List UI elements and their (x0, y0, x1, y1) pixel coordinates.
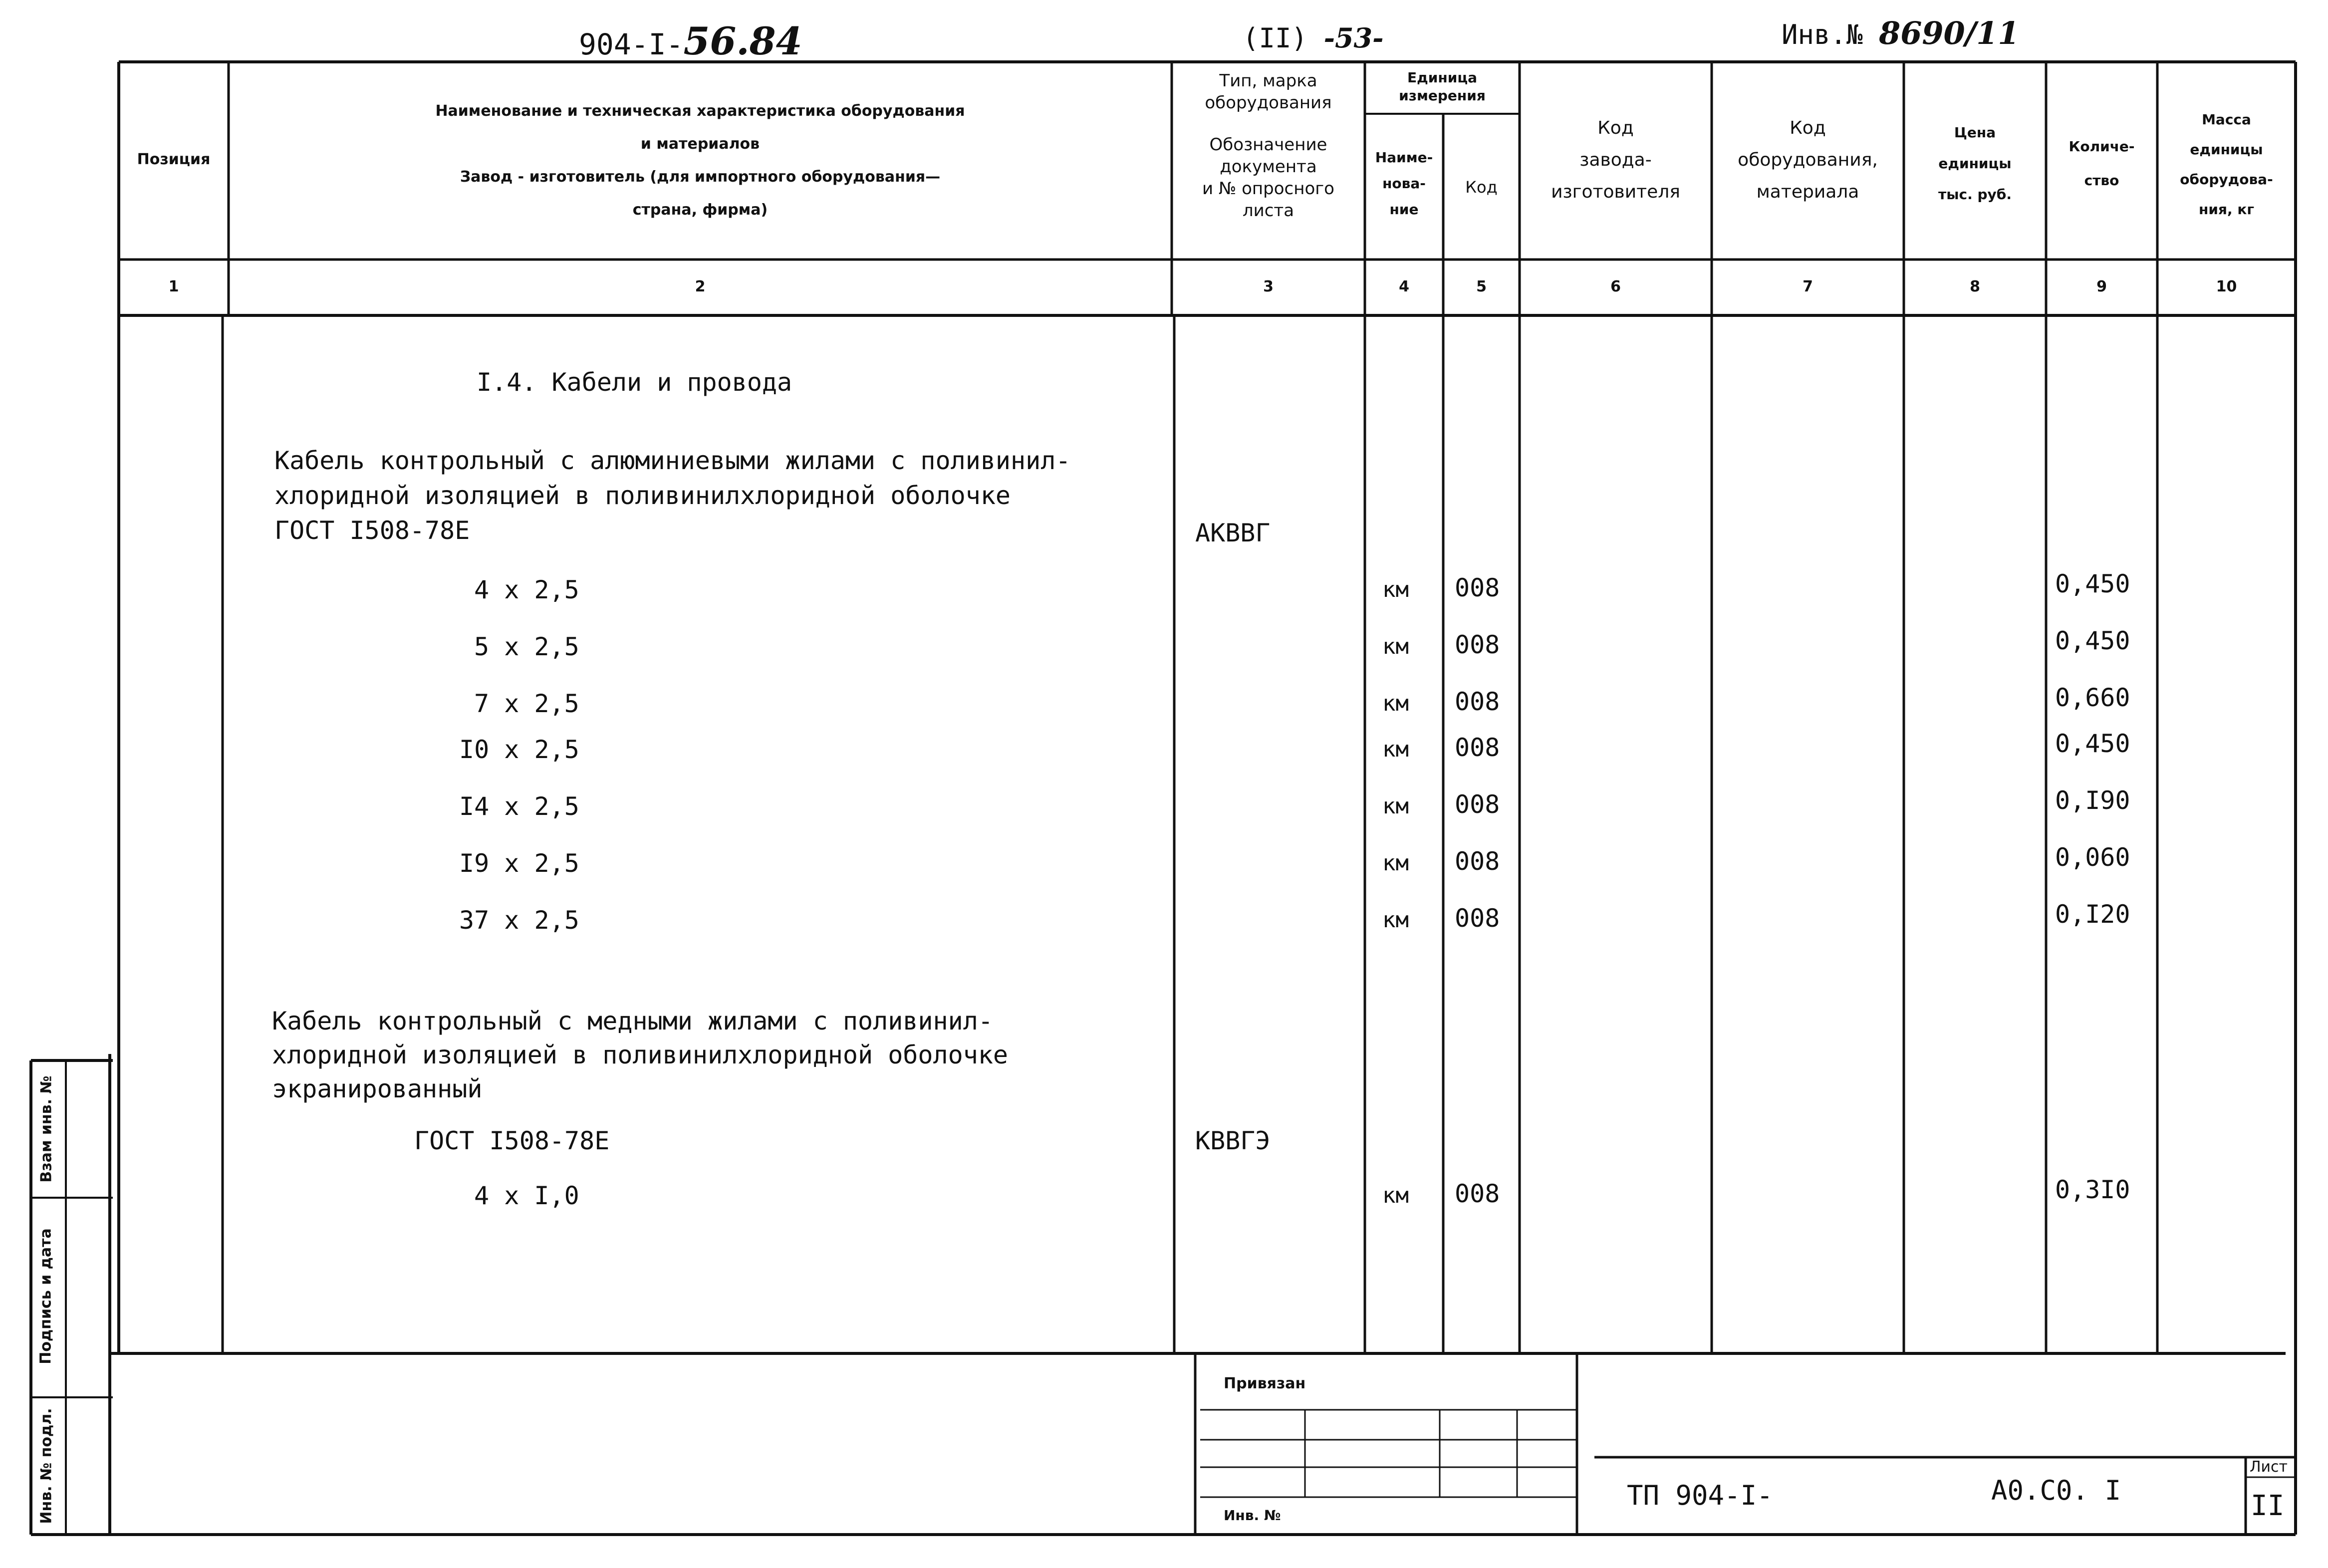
stamp-inv-no: Инв. № (1224, 1507, 1281, 1524)
column-header-quantity (2046, 130, 2157, 198)
item-size: I0 x 2,5 (459, 735, 579, 764)
unit-group-line: измерения (1399, 87, 1486, 104)
column-header-line: Масса (2202, 111, 2251, 128)
column-header-line: Тип, марка (1219, 71, 1317, 91)
column-header-line: единицы (1938, 155, 2012, 172)
column-header-line: Код (1790, 118, 1826, 138)
group-1-type-mark: АКВВГ (1195, 519, 1271, 547)
item-code: 008 (1455, 790, 1500, 819)
item-code: 008 (1455, 630, 1500, 659)
item-code: 008 (1455, 847, 1500, 876)
inv-label: Инв.№ (1782, 19, 1863, 50)
item-unit: км (1382, 691, 1409, 716)
item-unit: км (1382, 577, 1409, 602)
column-header-line: тыс. руб. (1938, 186, 2012, 203)
designation-handwritten: 56.84 (683, 19, 802, 63)
item-code: 008 (1455, 1179, 1500, 1208)
item-qty: 0,I90 (2055, 786, 2130, 815)
margin-label-replaces-inv: Взам инв. № (37, 1075, 55, 1183)
column-header-line: и № опросного (1202, 179, 1334, 199)
item-unit: км (1382, 737, 1409, 762)
item-code: 008 (1455, 904, 1500, 933)
section-title: I.4. Кабели и провода (477, 368, 792, 397)
column-header-line: оборудования, (1738, 150, 1878, 170)
description-line: Кабель контрольный с алюминиевыми жилами с поливинил- (274, 446, 1071, 475)
item-qty: 0,I20 (2055, 900, 2130, 929)
item-code: 008 (1455, 687, 1500, 716)
column-header-label: Позиция (137, 151, 211, 168)
column-header-line: документа (1220, 157, 1317, 177)
item-size: 7 x 2,5 (474, 689, 579, 718)
column-number-1: 1 (168, 278, 179, 295)
column-header-line: Цена (1954, 124, 1996, 141)
group-1-description (274, 443, 1070, 548)
item-qty: 0,450 (2055, 626, 2130, 655)
item-qty: 0,060 (2055, 843, 2130, 872)
margin-label-signature-date: Подпись и дата (37, 1228, 55, 1364)
page-print: (II) (1243, 22, 1308, 54)
column-header-line: оборудова- (2180, 171, 2273, 188)
stamp-privyazan: Привязан (1224, 1375, 1306, 1392)
column-header-line: Количе- (2069, 138, 2135, 155)
description-line: Кабель контрольный с медными жилами с поливинил- (272, 1007, 993, 1036)
column-header-line: ния, кг (2199, 201, 2254, 218)
description-line: экранированный (272, 1074, 483, 1103)
column-header-line: ние (1389, 201, 1419, 218)
column-header-line: листа (1242, 201, 1294, 221)
item-size: 5 x 2,5 (474, 632, 579, 661)
column-header-line: нова- (1382, 175, 1426, 192)
item-size: I4 x 2,5 (459, 792, 579, 821)
doc-sheet-code: А0.С0. I (1991, 1475, 2121, 1506)
item-qty: 0,660 (2055, 683, 2130, 712)
item-unit: км (1382, 907, 1409, 933)
description-line: ГОСТ I508-78Е (274, 516, 470, 545)
column-header-line: ство (2084, 172, 2119, 189)
column-number-5: 5 (1476, 278, 1487, 295)
page-hand: -53- (1323, 22, 1384, 54)
item-unit: км (1382, 1183, 1409, 1208)
doc-code: ТП 904-I- (1627, 1480, 1773, 1511)
column-number-10: 10 (2216, 278, 2237, 295)
column-header-line: единицы (2190, 141, 2263, 158)
inv-number-handwritten: 8690/11 (1879, 15, 2020, 51)
item-size: I9 x 2,5 (459, 849, 579, 878)
column-header-line: материала (1756, 182, 1859, 202)
group-2-gost: ГОСТ I508-78Е (414, 1126, 610, 1155)
unit-group-header (1365, 69, 1520, 105)
column-header-position (119, 145, 229, 175)
column-header-line: изготовителя (1551, 182, 1680, 202)
column-header-line: Наименование и техническая характеристика оборудования (435, 102, 965, 120)
column-number-8: 8 (1970, 278, 1980, 295)
item-unit: км (1382, 793, 1409, 819)
column-header-mass (2157, 105, 2296, 225)
group-2-description (272, 1004, 1008, 1106)
column-header-line: Завод - изготовитель (для импортного оборудования— (460, 168, 941, 186)
column-number-2: 2 (695, 278, 706, 295)
unit-group-line: Единица (1407, 69, 1477, 86)
description-line: хлоридной изоляцией в поливинилхлоридной оболочке (272, 1041, 1009, 1069)
column-header-line: оборудования (1205, 93, 1332, 113)
column-header-price (1904, 117, 2046, 210)
item-unit: км (1382, 850, 1409, 876)
column-number-9: 9 (2096, 278, 2107, 295)
column-header-line: Наиме- (1375, 149, 1433, 166)
sheet-label: Лист (2250, 1458, 2288, 1476)
column-number-6: 6 (1610, 278, 1621, 295)
item-size: 4 x I,0 (474, 1181, 579, 1210)
item-code: 008 (1455, 573, 1500, 602)
column-header-line: Обозначение (1209, 135, 1327, 155)
designation-prefix: 904-I- (579, 27, 684, 61)
column-number-4: 4 (1399, 278, 1409, 295)
column-header-line: страна, фирма) (632, 201, 768, 219)
item-qty: 0,3I0 (2055, 1175, 2130, 1204)
description-line: хлоридной изоляцией в поливинилхлоридной оболочке (274, 481, 1011, 510)
item-size: 37 x 2,5 (459, 906, 579, 935)
item-code: 008 (1455, 733, 1500, 762)
margin-label-inv-original: Инв. № подл. (37, 1408, 55, 1524)
column-header-type (1172, 70, 1365, 222)
column-header-unit-code (1443, 172, 1520, 202)
column-header-line: завода- (1579, 150, 1652, 170)
column-header-equipment-code (1712, 112, 1904, 208)
item-qty: 0,450 (2055, 729, 2130, 758)
sheet-number: II (2251, 1490, 2285, 1522)
column-header-line: Код (1597, 118, 1634, 138)
column-header-factory-code (1520, 112, 1712, 208)
group-2-type-mark: КВВГЭ (1195, 1126, 1271, 1155)
column-header-line: и материалов (640, 135, 760, 153)
item-unit: км (1382, 634, 1409, 659)
item-size: 4 x 2,5 (474, 575, 579, 604)
column-number-3: 3 (1263, 278, 1274, 295)
column-number-7: 7 (1803, 278, 1813, 295)
column-header-label: Код (1465, 178, 1498, 197)
column-header-unit-name (1365, 145, 1443, 223)
item-qty: 0,450 (2055, 569, 2130, 598)
column-header-name (229, 95, 1172, 227)
